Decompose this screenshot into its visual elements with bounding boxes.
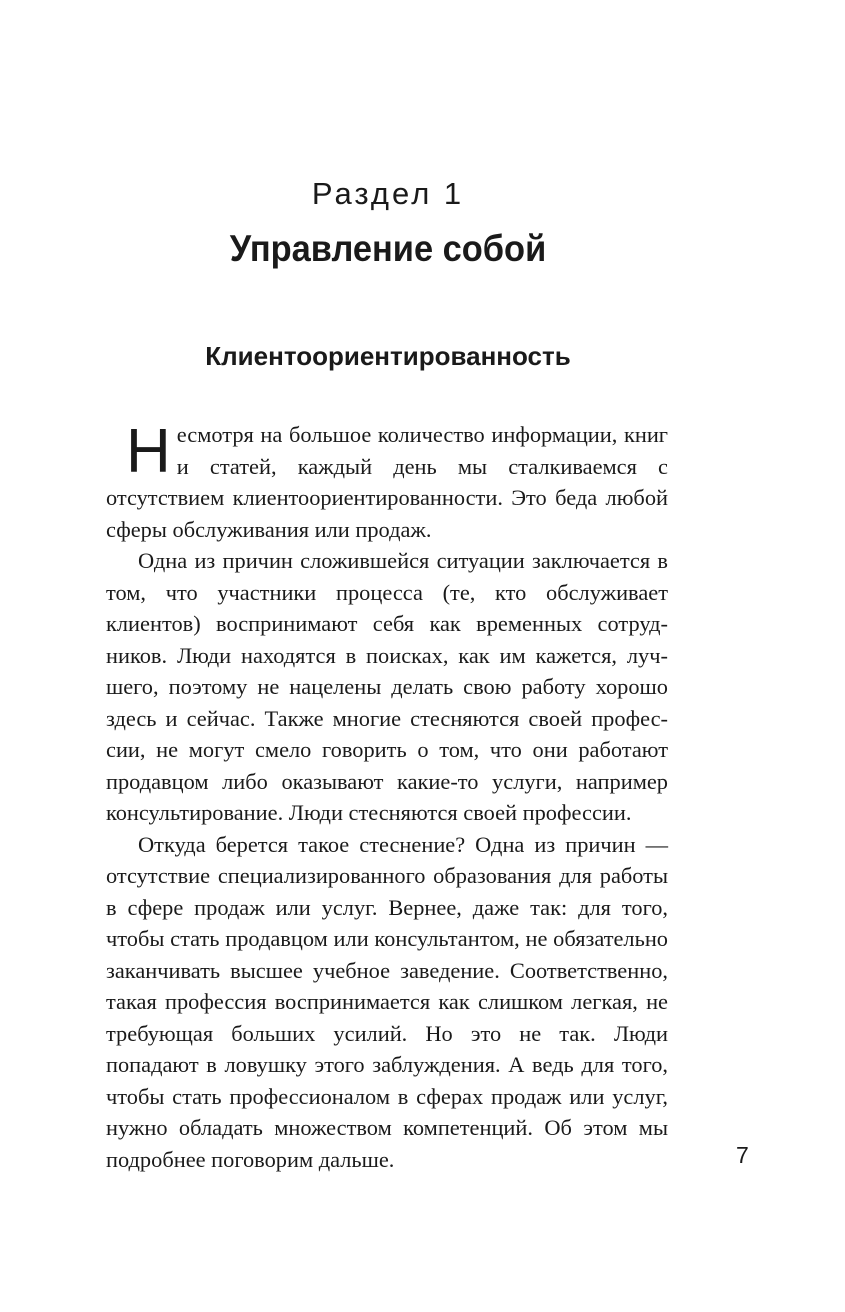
paragraph-3: Откуда берется такое стеснение? Одна из причин — отсутствие специализированного образования для работы в сфере продаж или услуг. Вернее, даже так: для того, чтобы стать продавцом или консультантом, не обязательно заканчивать высшее учебное заведение. Соответственно, такая профессия воспринимается как слишком легкая, не требующая больших усилий. Но это не так. Люди попадают в ловушку этого заблуждения. А ведь для того, чтобы стать профессионалом в сферах продаж или услуг, нужно обладать множеством компетенций. Об этом мы подробнее поговорим дальше.	[106, 831, 668, 1172]
drop-cap: Н	[126, 417, 171, 486]
paragraph-1-text: есмотря на большое количество информации, книг и статей, каждый день мы сталкиваемся с отсутствием клиентоориентированности. Это беда любой сферы обслуживания или продаж.	[106, 422, 668, 542]
chapter-title: Клиентоориентированность	[205, 341, 571, 371]
section-title: Управление собой	[229, 228, 547, 269]
paragraph-1	[106, 419, 668, 545]
page-number: 7	[736, 1142, 749, 1168]
paragraph-2: Одна из причин сложившейся ситуации заключается в том, что участники процесса (те, кто обслуживает клиентов) воспринимают себя как временных сотрудников. Люди находятся в поисках, как им кажется, лучшего, поэтому не нацелены делать свою работу хорошо здесь и сейчас. Также многие стесняются своей профессии, не могут смело говорить о том, что они работают продавцом либо оказывают какие-то услуги, например консультирование. Люди стесняются своей профессии.	[106, 548, 668, 825]
body-text	[106, 419, 668, 1175]
section-label: Раздел 1	[311, 176, 465, 211]
